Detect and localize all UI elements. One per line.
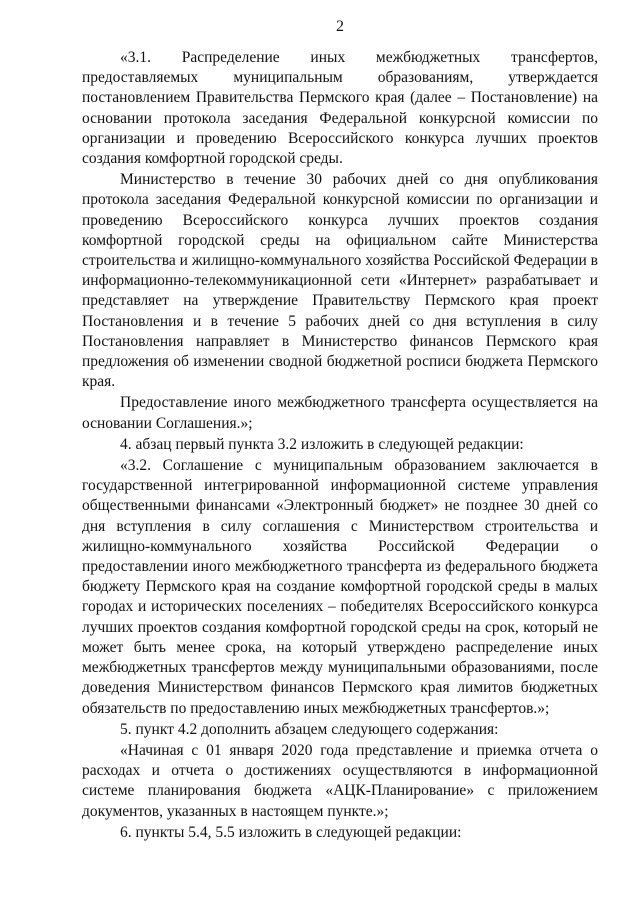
paragraph-3-2: «3.2. Соглашение с муниципальным образованием заключается в государственной интегрированной информационной системе управления общественными финансами «Электронный бюджет» не позднее 30 дней со дня вступления в силу соглашения с Министерством строительства и жилищно-коммунального хозяйства Российской Федерации о предоставлении иного межбюджетного трансферта из федерального бюджета бюджету Пермского края на создание комфортной городской среды в малых городах и исторических поселениях – победителях Всероссийского конкурса лучших проектов создания комфортной городской среды на срок, который не может быть менее срока, на который утверждено распределение иных межбюджетных трансфертов между муниципальными образованиями, после доведения Министерством финансов Пермского края лимитов бюджетных обязательств по предоставлению иных межбюджетных трансфертов.»;: [82, 457, 598, 717]
paragraph-item-5: 5. пункт 4.2 дополнить абзацем следующего содержания:: [120, 720, 499, 738]
paragraph-transfer-basis: Предоставление иного межбюджетного трансферта осуществляется на основании Соглашения.»;: [82, 394, 598, 432]
paragraph-reporting-2020: «Начиная с 01 января 2020 года представление и приемка отчета о расходах и отчета о достижениях осуществляются в информационной системе планирования бюджета «АЦК-Планирование» с приложением документов, указанных в настоящем пункте.»;: [82, 741, 598, 820]
paragraph-ministry-deadline: Министерство в течение 30 рабочих дней со дня опубликования протокола заседания Федеральной конкурсной комиссии по организации и проведению Всероссийского конкурса лучших проектов создания комфортной городской среды на официальном сайте Министерства строительства и жилищно-коммунального хозяйства Российской Федерации в информационно-телекоммуникационной сети «Интернет» разрабатывает и представляет на утверждение Правительству Пермского края проект Постановления и в течение 5 рабочих дней со дня вступления в силу Постановления направляет в Министерство финансов Пермского края предложения об изменении сводной бюджетной росписи бюджета Пермского края.: [82, 171, 598, 391]
paragraph-item-4: 4. абзац первый пункта 3.2 изложить в следующей редакции:: [120, 435, 524, 453]
paragraph-item-6: 6. пункты 5.4, 5.5 изложить в следующей редакции:: [120, 823, 462, 841]
page-number: 2: [336, 18, 344, 35]
paragraph-3-1: «3.1. Распределение иных межбюджетных трансфертов, предоставляемых муниципальным образованиям, утверждается постановлением Правительства Пермского края (далее – Постановление) на основании протокола заседания Федеральной конкурсной комиссии по организации и проведению Всероссийского конкурса лучших проектов создания комфортной городской среды.: [82, 49, 598, 168]
